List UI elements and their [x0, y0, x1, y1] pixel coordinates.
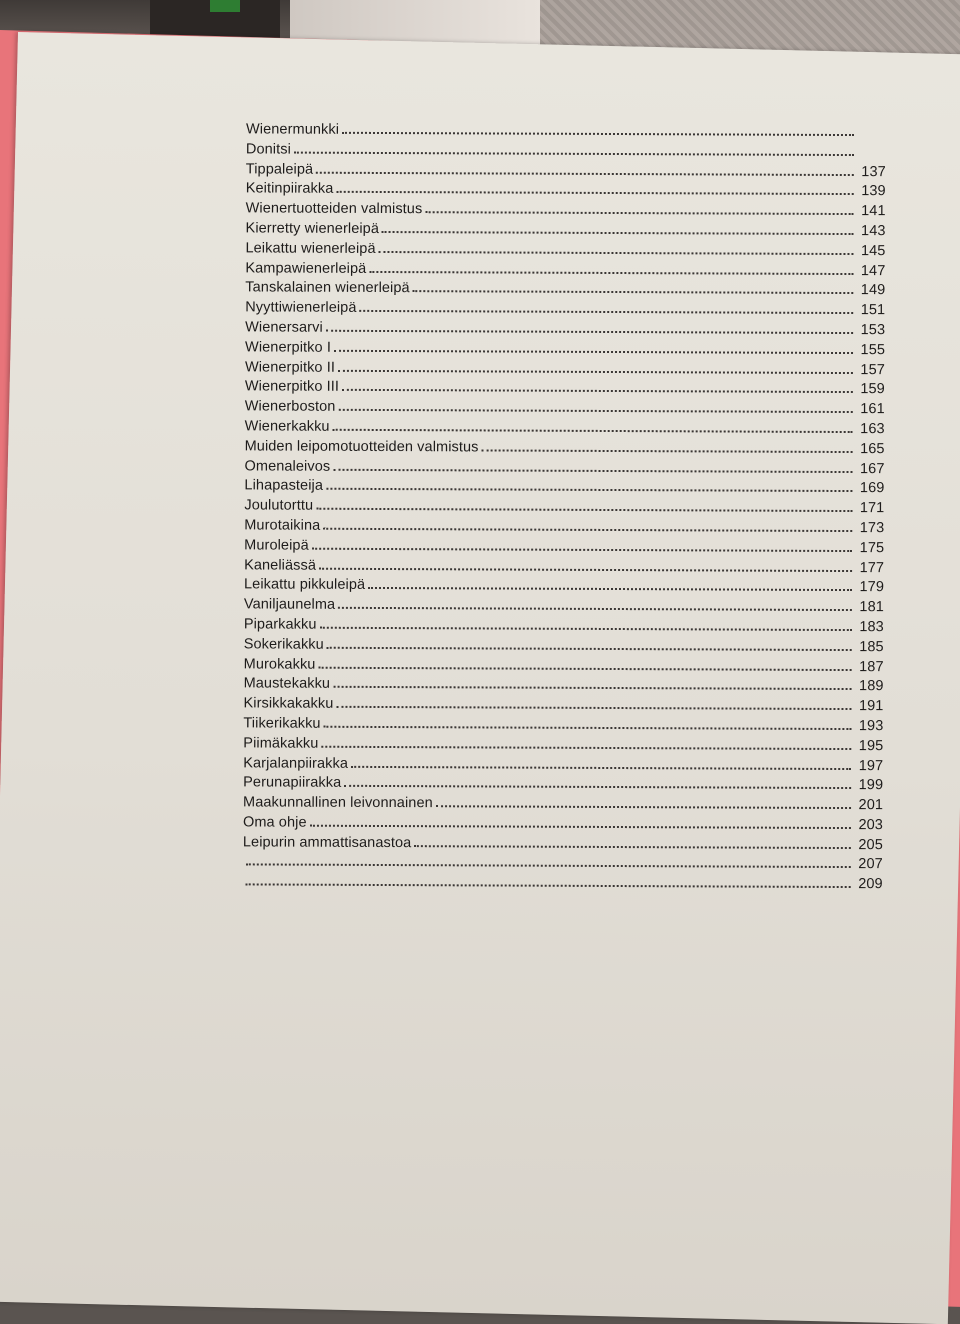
table-of-contents [243, 117, 886, 892]
toc-entry [245, 395, 885, 418]
toc-entry [243, 790, 883, 813]
toc-entry [244, 632, 884, 655]
dot-leader [320, 613, 852, 631]
dot-leader [338, 355, 853, 373]
toc-entry-title: Wienerpitko III [245, 379, 342, 395]
toc-entry-title: Wienerpitko II [245, 359, 338, 375]
toc-entry-title: Wienermunkki [246, 121, 342, 137]
dot-leader [312, 533, 852, 551]
dot-leader [294, 137, 854, 155]
dot-leader [333, 672, 852, 690]
toc-entry [244, 553, 884, 576]
dot-leader [318, 652, 851, 670]
dot-leader [319, 553, 852, 571]
toc-entry-page: 175 [852, 540, 884, 556]
book-page [0, 32, 960, 1324]
toc-entry-page: 167 [852, 461, 884, 477]
toc-entry-title: Piparkakku [244, 616, 320, 632]
toc-entry [245, 375, 885, 398]
toc-entry-title: Murokakku [244, 656, 319, 672]
toc-entry-page: 165 [853, 441, 885, 457]
toc-entry-page: 193 [851, 718, 883, 734]
toc-entry-page: 195 [851, 738, 883, 754]
toc-entry-page: 171 [852, 500, 884, 516]
dot-leader [482, 435, 853, 453]
dot-leader [333, 454, 852, 472]
toc-entry [245, 335, 885, 358]
toc-entry [243, 870, 883, 893]
dot-leader [368, 573, 852, 591]
toc-entry [243, 771, 883, 794]
toc-entry-title: Tanskalainen wienerleipä [245, 280, 412, 297]
toc-entry [243, 731, 883, 754]
toc-entry-title: Piimäkakku [243, 735, 321, 751]
dot-leader [326, 474, 852, 492]
toc-entry-page: 205 [851, 837, 883, 853]
dot-leader [324, 712, 852, 730]
toc-entry [246, 216, 886, 239]
toc-entry-page: 201 [851, 797, 883, 813]
toc-entry [244, 494, 884, 517]
dot-leader [414, 831, 851, 849]
toc-entry-title: Wienersarvi [245, 319, 326, 335]
dot-leader [382, 217, 854, 235]
toc-entry [245, 276, 885, 299]
toc-entry [246, 137, 886, 160]
toc-entry-page: 157 [853, 362, 885, 378]
toc-entry-page: 189 [852, 678, 884, 694]
toc-entry [244, 533, 884, 556]
dot-leader [323, 514, 852, 532]
toc-entry-title: Wienertuotteiden valmistus [246, 201, 426, 218]
toc-entry-page: 139 [854, 183, 886, 199]
dot-leader [336, 692, 851, 710]
toc-entry-page: 187 [852, 659, 884, 675]
toc-entry-title: Wienerboston [245, 399, 339, 415]
dot-leader [326, 316, 853, 334]
dot-leader [336, 177, 853, 195]
dot-leader [436, 791, 851, 809]
dot-leader [316, 494, 852, 512]
toc-entry [246, 197, 886, 220]
toc-entry-page: 179 [852, 579, 884, 595]
toc-entry-page: 173 [852, 520, 884, 536]
toc-entry [243, 692, 883, 715]
toc-entry-page: 151 [853, 302, 885, 318]
toc-entry-title: Kaneliässä [244, 557, 319, 573]
toc-entry-title: Maustekakku [244, 676, 334, 692]
toc-entry-title: Leikattu pikkuleipä [244, 577, 368, 594]
toc-entry-title: Murotaikina [244, 517, 323, 533]
dot-leader [246, 870, 851, 889]
toc-entry [244, 612, 884, 635]
toc-entry [245, 414, 885, 437]
dot-leader [338, 395, 852, 413]
dot-leader [310, 811, 851, 829]
toc-entry [245, 355, 885, 378]
toc-entry-page: 197 [851, 758, 883, 774]
toc-entry-page: 169 [852, 480, 884, 496]
dot-leader [342, 118, 854, 136]
toc-entry-title: Muiden leipomotuotteiden valmistus [245, 438, 482, 455]
toc-entry [243, 810, 883, 833]
toc-entry [245, 256, 885, 279]
toc-entry-page: 209 [851, 876, 883, 892]
toc-entry [243, 850, 883, 873]
toc-entry-title: Kirsikkakakku [243, 696, 336, 712]
toc-entry-title: Nyyttiwienerleipä [245, 300, 359, 316]
dot-leader [413, 277, 854, 295]
dot-leader [334, 336, 853, 354]
toc-entry [244, 474, 884, 497]
toc-entry-page: 147 [853, 263, 885, 279]
toc-entry-page: 203 [851, 817, 883, 833]
toc-entry [246, 157, 886, 180]
toc-entry-title: Tiikerikakku [243, 715, 323, 731]
dot-leader [316, 157, 854, 175]
toc-entry-page: 177 [852, 560, 884, 576]
toc-entry-page: 199 [851, 777, 883, 793]
dot-leader [360, 296, 854, 314]
toc-entry-page: 185 [852, 639, 884, 655]
dot-leader [379, 237, 854, 255]
toc-entry-title: Muroleipä [244, 537, 312, 553]
toc-entry-title: Sokerikakku [244, 636, 327, 652]
dot-leader [338, 593, 852, 611]
toc-entry-page: 191 [851, 698, 883, 714]
dot-leader [333, 415, 853, 433]
toc-entry [244, 573, 884, 596]
toc-entry [245, 296, 885, 319]
toc-entry [244, 652, 884, 675]
toc-entry-page: 137 [854, 164, 886, 180]
toc-entry-title: Omenaleivos [244, 458, 333, 474]
toc-entry-title: Donitsi [246, 141, 294, 157]
toc-entry-title: Karjalanpiirakka [243, 755, 351, 771]
toc-entry [244, 672, 884, 695]
toc-entry-title: Maakunnallinen leivonnainen [243, 794, 436, 811]
background-object-green [210, 0, 240, 12]
toc-entry [244, 513, 884, 536]
toc-entry-title: Keitinpiirakka [246, 181, 337, 197]
dot-leader [327, 632, 852, 650]
toc-entry [245, 434, 885, 457]
dot-leader [321, 731, 851, 749]
toc-entry-title: Kierretty wienerleipä [246, 220, 383, 237]
toc-entry [243, 751, 883, 774]
toc-entry [246, 117, 886, 140]
toc-entry [243, 711, 883, 734]
toc-entry-page: 161 [853, 401, 885, 417]
toc-entry-title: Tippaleipä [246, 161, 316, 177]
toc-entry-title: Perunapiirakka [243, 775, 344, 791]
toc-entry [245, 315, 885, 338]
toc-entry-page: 149 [853, 282, 885, 298]
toc-entry-page: 141 [854, 203, 886, 219]
toc-entry-page: 159 [853, 381, 885, 397]
toc-entry-page: 207 [851, 857, 883, 873]
toc-entry [244, 454, 884, 477]
dot-leader [369, 257, 853, 275]
toc-entry-page: 183 [852, 619, 884, 635]
toc-entry-title: Kampawienerleipä [245, 260, 369, 277]
toc-entry-page: 153 [853, 322, 885, 338]
toc-entry [246, 177, 886, 200]
toc-entry [243, 830, 883, 853]
toc-entry-title: Lihapasteija [244, 478, 326, 494]
toc-entry-title: Wienerpitko I [245, 339, 334, 355]
dot-leader [351, 751, 851, 769]
toc-entry-title: Leikattu wienerleipä [245, 240, 378, 257]
toc-entry-page: 155 [853, 342, 885, 358]
dot-leader [246, 850, 851, 869]
dot-leader [342, 375, 853, 393]
toc-entry-title: Oma ohje [243, 814, 310, 830]
toc-entry [244, 593, 884, 616]
toc-entry-page: 163 [853, 421, 885, 437]
toc-entry-page: 181 [852, 599, 884, 615]
toc-entry-title: Joulutorttu [244, 498, 316, 514]
dot-leader [425, 197, 853, 215]
toc-entry-page: 145 [853, 243, 885, 259]
toc-entry-title: Wienerkakku [245, 418, 333, 434]
toc-entry-title: Vaniljaunelma [244, 597, 338, 613]
toc-entry-title: Leipurin ammattisanastoa [243, 834, 415, 851]
toc-entry-page: 143 [854, 223, 886, 239]
dot-leader [344, 771, 851, 789]
toc-entry [245, 236, 885, 259]
